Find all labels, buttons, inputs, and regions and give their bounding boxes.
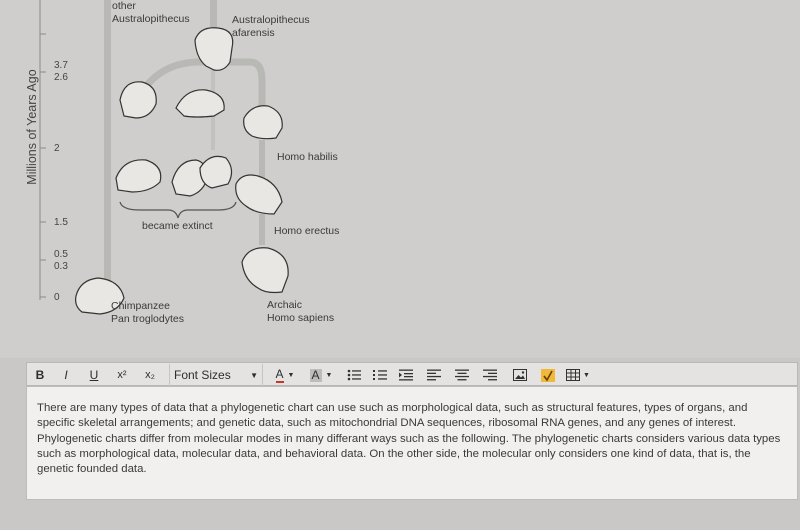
numbered-list-icon[interactable]: [371, 364, 389, 386]
formula-icon[interactable]: [539, 364, 557, 386]
tick-label: 2.6: [54, 72, 68, 83]
subscript-button[interactable]: x₂: [145, 369, 155, 381]
font-sizes-label: Font Sizes: [174, 368, 231, 382]
tick-label: 0.5: [54, 249, 68, 260]
align-right-icon[interactable]: [481, 364, 499, 386]
chevron-down-icon: ▼: [325, 371, 333, 379]
label-homo-erectus: Homo erectus: [274, 225, 340, 237]
indent-icon[interactable]: [397, 364, 415, 386]
image-icon[interactable]: [511, 364, 529, 386]
highlight-color-button[interactable]: [307, 364, 335, 386]
align-center-icon[interactable]: [453, 364, 471, 386]
tick-label: 0.3: [54, 261, 68, 272]
label-chimpanzee: Chimpanzee Pan troglodytes: [111, 300, 184, 325]
align-left-icon[interactable]: [425, 364, 443, 386]
label-australopithecus-afarensis: Australopithecus afarensis: [232, 14, 310, 39]
tick-label: 3.7: [54, 60, 68, 71]
bold-button[interactable]: B: [35, 368, 45, 382]
chevron-down-icon: ▼: [250, 370, 258, 380]
tick-label: 2: [54, 143, 60, 154]
chevron-down-icon: ▼: [287, 371, 295, 379]
editor-toolbar: [26, 362, 798, 386]
answer-text-editor[interactable]: [26, 386, 798, 500]
underline-button[interactable]: U: [89, 368, 99, 382]
superscript-button[interactable]: x²: [117, 369, 127, 381]
label-homo-habilis: Homo habilis: [277, 151, 338, 163]
label-other-australopithecus: other Australopithecus: [112, 0, 190, 25]
editor-content: There are many types of data that a phylogenetic chart can use such as morphological data, such as structural features, types of organs, and specific skeletal arrangements; and genetic data, such as mitochondrial DNA sequences, ribosomal RNA genes, and any genes of interest. Phylogenetic charts differ from molecular modes in many differant ways such as the following. The phylogenetic charts considers various data types such as morphological data, molecular data, and behavioral data. On the other side, the molecular only considers one kind of data, that is, the genetic founded data.: [37, 402, 781, 476]
chevron-down-icon: ▼: [583, 371, 590, 379]
font-color-label: A: [275, 366, 284, 381]
font-color-button[interactable]: [271, 364, 299, 386]
table-icon[interactable]: [565, 364, 591, 386]
tick-label: 1.5: [54, 217, 68, 228]
y-axis-title: Millions of Years Ago: [25, 69, 39, 185]
label-became-extinct: became extinct: [142, 220, 213, 232]
tick-label: 0: [54, 292, 60, 303]
italic-button[interactable]: I: [64, 368, 68, 382]
font-sizes-dropdown[interactable]: [169, 364, 263, 386]
bullet-list-icon[interactable]: [345, 364, 363, 386]
label-archaic-homo-sapiens: Archaic Homo sapiens: [267, 299, 335, 324]
highlight-color-label: A: [311, 367, 320, 382]
